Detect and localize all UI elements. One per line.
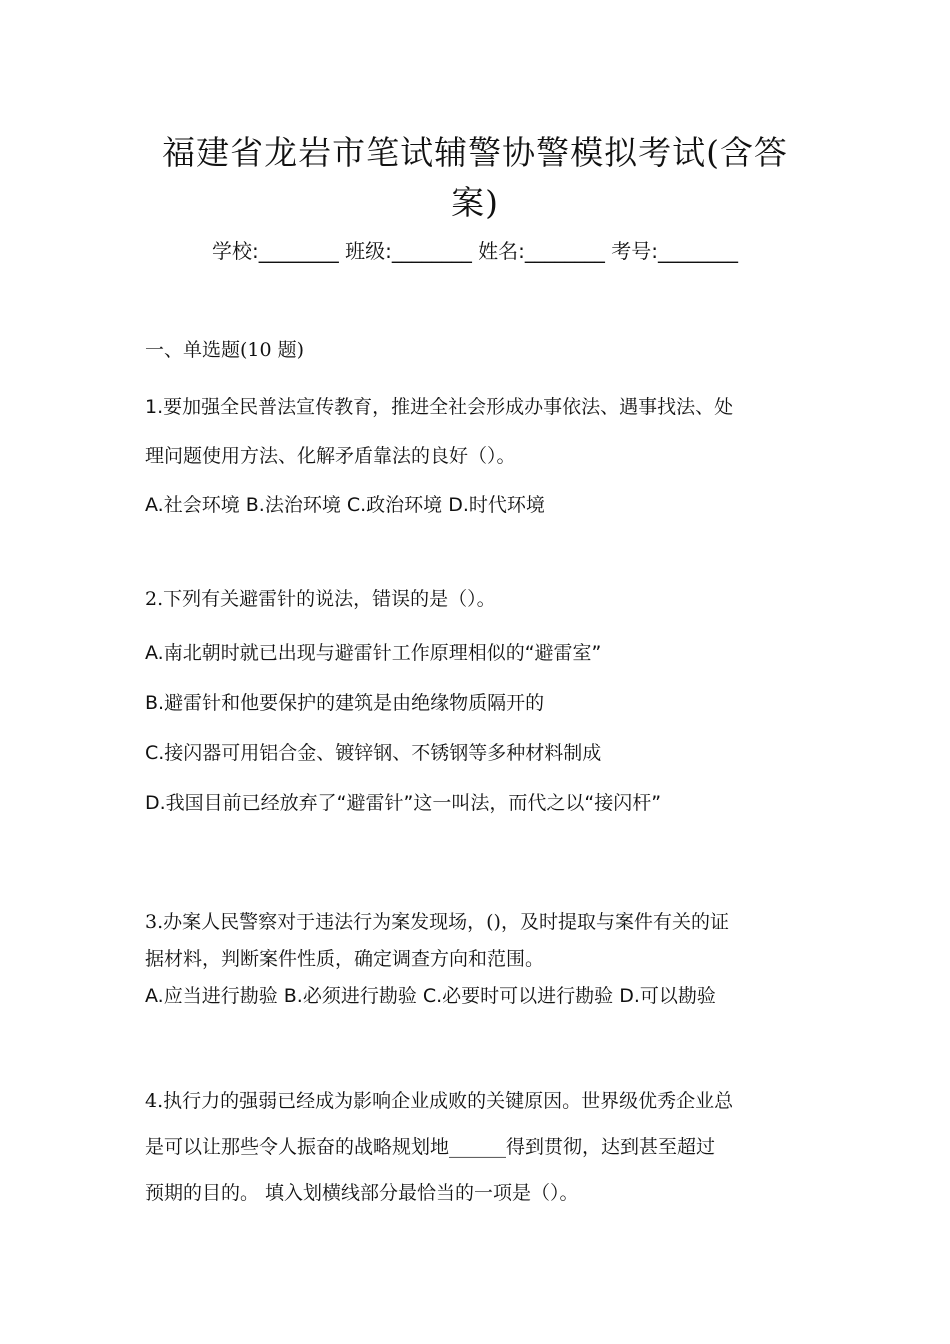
question-4-line-1: 4.执行力的强弱已经成为影响企业成败的关键原因。世界级优秀企业总 bbox=[145, 1090, 734, 1112]
question-4-stem bbox=[145, 1078, 815, 1216]
question-2-option-a: A.南北朝时就已出现与避雷针工作原理相似的“避雷室” bbox=[145, 642, 602, 664]
question-3-line-2: 据材料，判断案件性质，确定调查方向和范围。 bbox=[145, 948, 545, 970]
question-1-line-1: 1.要加强全民普法宣传教育，推进全社会形成办事依法、遇事找法、处 bbox=[145, 396, 734, 418]
question-2-stem bbox=[145, 583, 815, 615]
title-line-1: 福建省龙岩市笔试辅警协警模拟考试(含答 bbox=[162, 133, 788, 172]
section-heading: 一、单选题(10 题) bbox=[145, 339, 305, 361]
question-3-line-1: 3.办案人民警察对于违法行为案发现场，()，及时提取与案件有关的证 bbox=[145, 911, 729, 933]
question-2-option-c: C.接闪器可用铝合金、镀锌钢、不锈钢等多种材料制成 bbox=[145, 742, 602, 764]
question-3-stem bbox=[145, 904, 815, 978]
question-2-line-1: 2.下列有关避雷针的说法，错误的是（）。 bbox=[145, 588, 496, 610]
title-line-2: 案) bbox=[451, 183, 499, 222]
question-2-option-d: D.我国目前已经放弃了“避雷针”这一叫法，而代之以“接闪杆” bbox=[145, 792, 662, 814]
question-1-options: A.社会环境 B.法治环境 C.政治环境 D.时代环境 bbox=[145, 494, 545, 516]
question-3-options-line: A.应当进行勘验 B.必须进行勘验 C.必要时可以进行勘验 D.可以勘验 bbox=[145, 985, 716, 1007]
document-title bbox=[135, 128, 815, 228]
question-3-options bbox=[145, 980, 815, 1012]
question-1 bbox=[145, 383, 815, 530]
question-4-line-3: 预期的目的。 填入划横线部分最恰当的一项是（）。 bbox=[145, 1182, 579, 1204]
student-info-line: 学校:________ 班级:________ 姓名:________ 考号:________ bbox=[211, 239, 739, 263]
question-2-options bbox=[145, 628, 815, 828]
question-2-option-b: B.避雷针和他要保护的建筑是由绝缘物质隔开的 bbox=[145, 692, 545, 714]
question-1-line-2: 理问题使用方法、化解矛盾靠法的良好（）。 bbox=[145, 445, 516, 467]
question-4-line-2: 是可以让那些令人振奋的战略规划地______得到贯彻，达到甚至超过 bbox=[145, 1136, 716, 1158]
